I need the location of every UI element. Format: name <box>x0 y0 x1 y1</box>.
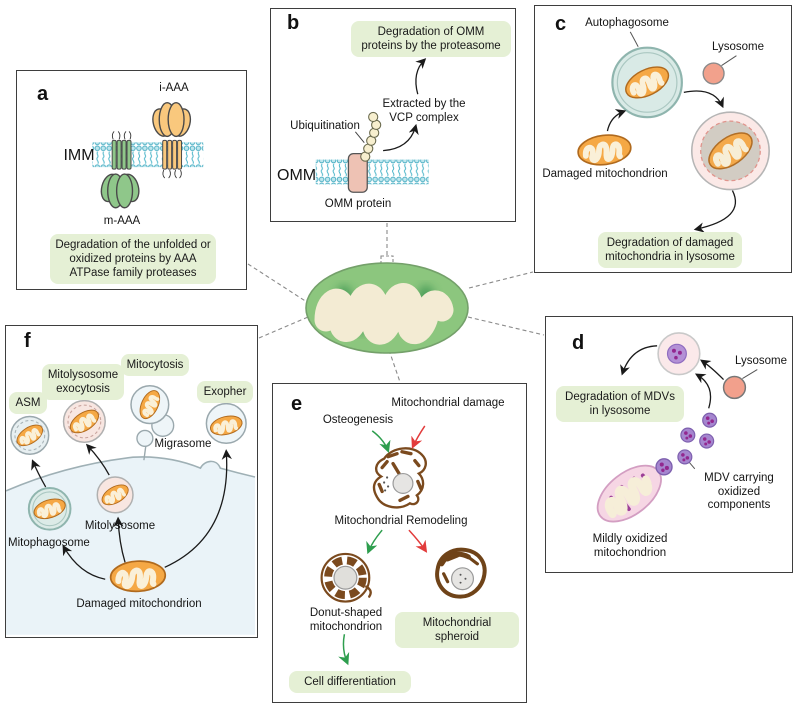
to-spheroid-arrow <box>409 530 426 551</box>
autophagosome-icon <box>612 48 681 117</box>
mdv-carrying-label: MDV carrying oxidized components <box>704 472 774 512</box>
mildly-oxidized-label: Mildly oxidized mitochondrion <box>592 533 668 559</box>
lysosome-pointer-line <box>742 370 757 379</box>
to-degradation-arrow <box>622 346 657 374</box>
mitocytosis-vesicle-icon <box>131 386 169 424</box>
autophagosome-pointer-line <box>630 32 638 47</box>
mitolysosome-exocytosis-caption: Mitolysosome exocytosis <box>42 364 124 400</box>
donut-mitochondrion-icon <box>322 554 371 602</box>
i-aaa-complex-icon <box>150 103 193 138</box>
mitocytosis-caption: Mitocytosis <box>121 354 189 376</box>
asm-caption: ASM <box>9 392 47 414</box>
mitochondrial-spheroid-caption: Mitochondrial spheroid <box>395 612 519 648</box>
panel-a <box>16 70 247 290</box>
mdv-group-icon <box>678 413 717 464</box>
autophagosome-to-autolysosome-arrow <box>684 91 723 106</box>
outer-membrane-icon <box>316 160 429 185</box>
mdv-pointer-line <box>689 462 695 469</box>
omm-label: OMM <box>277 167 317 184</box>
lysosome-pointer-line <box>722 56 737 66</box>
panel-c-caption: Degradation of damaged mitochondria in lysosome <box>598 232 742 268</box>
cell-differentiation-caption: Cell differentiation <box>289 671 411 693</box>
panel-a-caption: Degradation of the unfolded or oxidized proteins by AAA ATPase family proteases <box>50 234 216 284</box>
donut-shaped-label: Donut-shaped mitochondrion <box>309 607 383 633</box>
remodeling-mitochondrion-icon <box>374 448 426 507</box>
extracted-vcp-label: Extracted by the VCP complex <box>382 98 466 124</box>
damaged-mitochondrion-label: Damaged mitochondrion <box>76 598 202 610</box>
m-aaa-label: m-AAA <box>103 215 141 227</box>
lysosome-icon <box>703 63 724 84</box>
osteogenesis-label: Osteogenesis <box>322 414 394 426</box>
panel-f <box>5 325 258 638</box>
lysosome-icon <box>724 377 746 399</box>
mitolysosome-exocytosis-vesicle-icon <box>64 401 106 443</box>
mdv-to-lysosome-arrow <box>697 375 711 409</box>
panel-d <box>545 316 793 573</box>
to-proteasome-arrow <box>416 60 425 95</box>
i-aaa-label: i-AAA <box>159 82 189 94</box>
to-differentiation-arrow <box>343 634 347 663</box>
budding-mdv-icon <box>656 459 672 475</box>
lysosome-with-mdv-icon <box>658 333 700 375</box>
panel-c <box>534 5 792 273</box>
panel-f-letter: f <box>24 330 31 352</box>
autolysosome-to-caption-arrow <box>696 191 736 230</box>
mitochondrial-spheroid-icon <box>437 550 485 597</box>
damaged-mitochondrion-icon <box>576 132 632 167</box>
damage-arrow <box>413 426 425 447</box>
asm-vesicle-icon <box>11 417 49 455</box>
panel-e-letter: e <box>291 393 303 415</box>
autolysosome-icon <box>692 112 769 189</box>
mitophagosome-icon <box>29 488 71 530</box>
panel-a-letter: a <box>37 83 49 105</box>
autophagosome-label: Autophagosome <box>585 17 669 29</box>
damaged-mitochondrion-label: Damaged mitochondrion <box>542 168 668 180</box>
ubiquitination-label: Ubiquitination <box>290 120 360 132</box>
mitochondrial-damage-label: Mitochondrial damage <box>391 397 505 409</box>
panel-b-letter: b <box>287 12 300 34</box>
omm-protein-label: OMM protein <box>324 198 392 210</box>
to-donut-arrow <box>368 530 382 552</box>
inner-membrane-icon <box>92 142 203 167</box>
mitochondrial-remodeling-label: Mitochondrial Remodeling <box>334 515 468 527</box>
lysosome-label: Lysosome <box>735 355 787 367</box>
mitolysosome-icon <box>97 477 133 513</box>
exopher-caption: Exopher <box>197 381 253 403</box>
ubiquitin-chain-icon <box>361 112 381 161</box>
lysosome-fusion-arrow <box>702 361 724 380</box>
lysosome-label: Lysosome <box>712 41 764 53</box>
panel-e-art <box>273 384 526 702</box>
i-aaa-transmembrane-bars <box>163 140 182 178</box>
mitophagosome-label: Mitophagosome <box>8 537 90 549</box>
imm-label: IMM <box>63 147 95 164</box>
m-aaa-transmembrane-bars <box>112 131 131 169</box>
panel-b-caption: Degradation of OMM proteins by the proteasome <box>351 21 511 57</box>
osteogenesis-arrow <box>372 431 388 451</box>
panel-b <box>270 8 516 222</box>
damaged-to-autophagosome-arrow <box>607 111 624 131</box>
panel-e <box>272 383 527 703</box>
m-aaa-complex-icon <box>99 172 142 207</box>
panel-d-caption: Degradation of MDVs in lysosome <box>556 386 684 422</box>
panel-c-letter: c <box>555 13 567 35</box>
central-mitochondrion-illustration <box>296 252 486 362</box>
panel-d-letter: d <box>572 332 585 354</box>
mitolysosome-label: Mitolysosome <box>84 520 156 532</box>
migrasome-label: Migrasome <box>154 438 212 450</box>
vcp-extraction-arrow <box>383 126 416 151</box>
